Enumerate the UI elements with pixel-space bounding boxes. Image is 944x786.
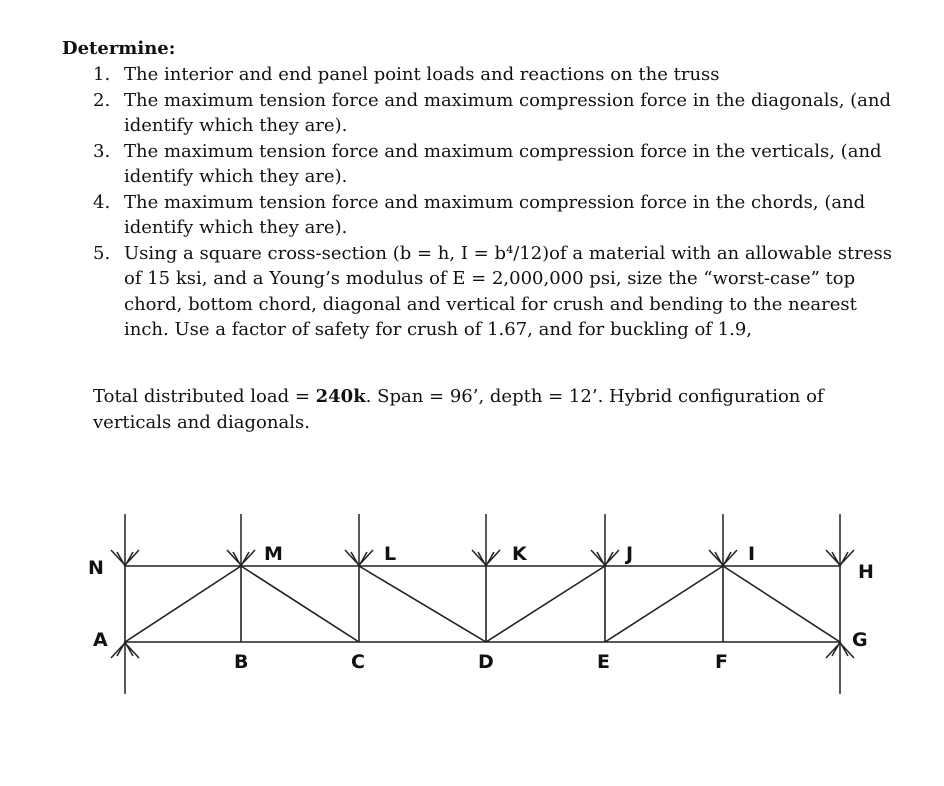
reaction-arrow-a	[111, 642, 139, 694]
task-number: 1.	[93, 64, 111, 85]
task-text: The maximum tension force and maximum compression force in the diagonals, (and identify which they are).	[124, 89, 892, 136]
node-label-c: C	[351, 651, 365, 673]
summary-pre: Total distributed load =	[93, 386, 316, 407]
total-load-value: 240k	[315, 386, 366, 407]
load-arrow	[227, 514, 255, 566]
task-item-5	[93, 241, 899, 343]
diagonal-IG	[723, 566, 840, 642]
truss-members	[125, 566, 840, 642]
load-summary	[93, 384, 893, 435]
load-arrow	[591, 514, 619, 566]
task-item-2	[93, 88, 899, 139]
task-number: 5.	[93, 242, 111, 264]
load-arrow	[709, 514, 737, 566]
node-label-m: M	[264, 543, 283, 565]
node-label-d: D	[478, 651, 494, 673]
diagonal-LD	[359, 566, 486, 642]
load-arrow	[472, 514, 500, 566]
task-item-4	[93, 190, 899, 241]
task-number: 4.	[93, 191, 111, 213]
task-text: The interior and end panel point loads and reactions on the truss	[124, 64, 720, 85]
load-arrow	[111, 514, 139, 566]
load-arrow	[345, 514, 373, 566]
node-label-g: G	[852, 629, 868, 651]
task-item-1	[93, 62, 899, 88]
node-label-k: K	[512, 543, 527, 565]
node-label-i: I	[748, 543, 756, 565]
heading-determine: Determine:	[62, 38, 176, 59]
node-label-a: A	[93, 629, 108, 651]
node-label-j: J	[626, 543, 634, 565]
task-number: 2.	[93, 89, 111, 111]
node-label-b: B	[234, 651, 249, 673]
task-item-3	[93, 139, 899, 190]
diagonal-MC	[241, 566, 359, 642]
diagonal-AM	[125, 566, 241, 642]
task-text: Using a square cross-section (b = h, I = b⁴/12)of a material with an allowable stress of 15 ksi, and a Young’s modulus of E = 2,000,000 psi, size the “worst-case” top chord, bottom chord, diagonal and vertical for crush and bending to the nearest inch. Use a factor of safety for crush of 1.67, and for buckling of 1.9,	[124, 242, 892, 340]
node-label-l: L	[384, 543, 397, 565]
diagonal-DJ	[486, 566, 605, 642]
task-text: The maximum tension force and maximum compression force in the chords, (and identify which they are).	[124, 191, 866, 238]
task-number: 3.	[93, 140, 111, 162]
reaction-arrow-g	[826, 642, 854, 694]
load-arrow	[826, 514, 854, 566]
task-text: The maximum tension force and maximum compression force in the verticals, (and identify which they are).	[124, 140, 882, 187]
node-labels	[88, 543, 874, 673]
node-label-n: N	[88, 557, 104, 579]
task-list	[93, 62, 899, 343]
truss-diagram	[0, 500, 944, 710]
node-label-f: F	[715, 651, 728, 673]
summary-post: . Span = 96’, depth = 12’. Hybrid configuration of verticals and diagonals.	[93, 386, 824, 433]
node-label-h: H	[858, 561, 874, 583]
diagonal-EI	[605, 566, 723, 642]
load-arrows	[111, 514, 854, 566]
node-label-e: E	[597, 651, 610, 673]
